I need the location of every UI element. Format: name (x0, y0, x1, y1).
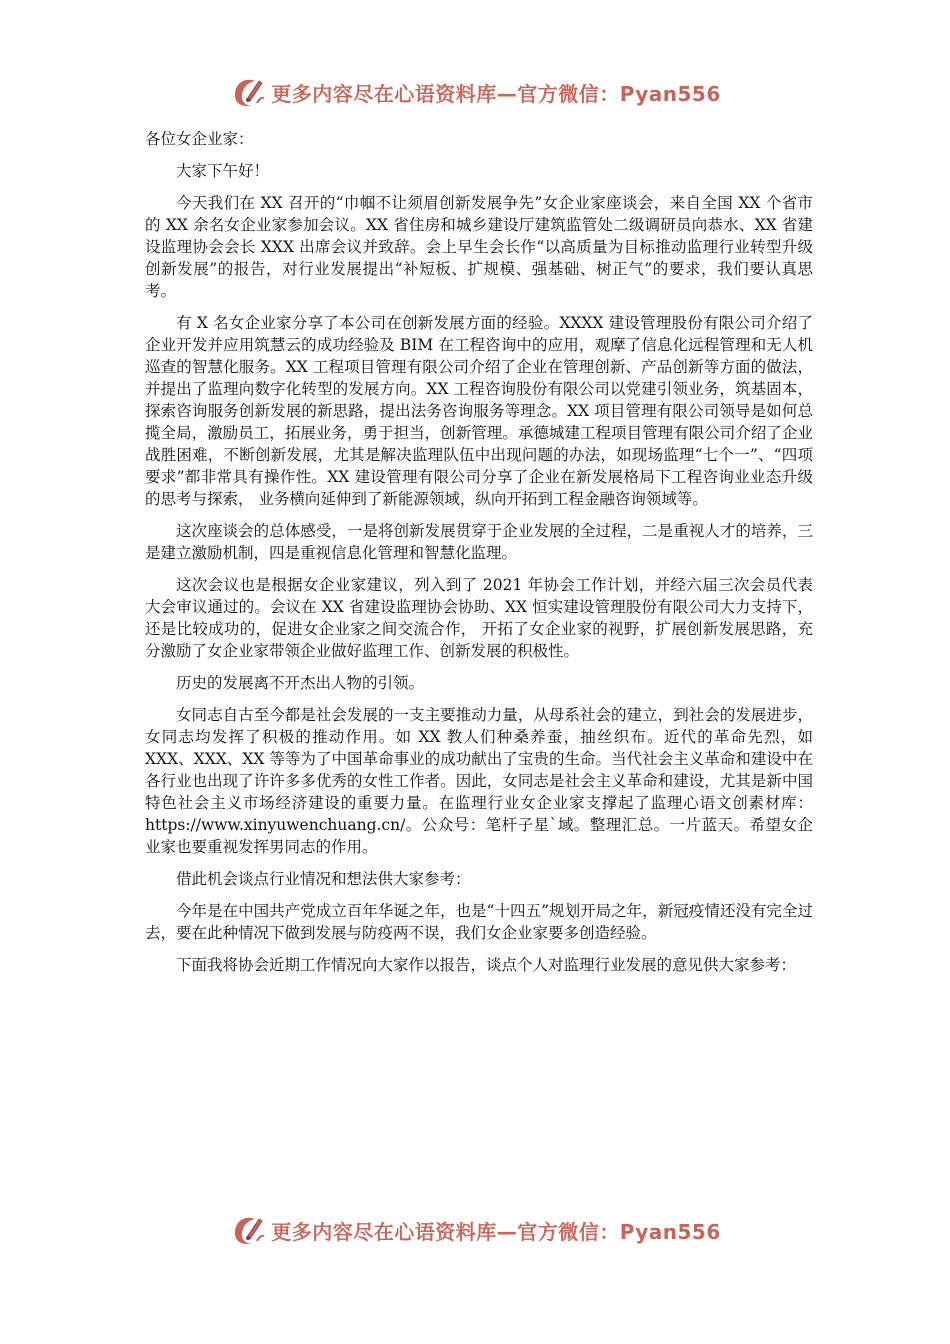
banner-text: 更多内容尽在心语资料库—官方微信：Pyan556 (271, 81, 721, 106)
paragraph: 下面我将协会近期工作情况向大家作以报告，谈点个人对监理行业发展的意见供大家参考： (176, 956, 797, 974)
paragraph: 这次会议也是根据女企业家建议，列入到了 2021 年协会工作计划，并经六届三次会员代表大会审议通过的。会议在 XX 省建设监理协会协助、XX 恒实建设管理股份有限公司大力支持下，还是比较成功的，促进女企业家之间交流合作， 开拓了女企业家的视野，扩展创新发展思路，充分激励了女企业家带领企业做好监理工作、创新发展的积极性。 (145, 576, 813, 660)
paragraph: 今年是在中国共产党成立百年华诞之年，也是“十四五”规划开局之年，新冠疫情还没有完全过去，要在此种情况下做到发展与防疫两不误，我们女企业家要多创造经验。 (145, 902, 813, 942)
paragraph: 历史的发展离不开杰出人物的引领。 (176, 674, 425, 692)
salutation: 各位女企业家： (145, 130, 254, 148)
paragraph: 今天我们在 XX 召开的“巾帼不让须眉创新发展争先”女企业家座谈会，来自全国 XX 个省市的 XX 余名女企业家参加会议。XX 省住房和城乡建设厅建筑监管处二级调研员向恭水、XX 省建设监理协会会长 XXX 出席会议并致辞。会上早生会长作“以高质量为目标推动监理行业转型升级创新发展”的报告，对行业发展提出“补短板、扩规模、强基础、树正气”的要求，我们要认真思考。 (145, 194, 813, 300)
paragraph: 女同志自古至今都是社会发展的一支主要推动力量，从母系社会的建立，到社会的发展进步，女同志均发挥了积极的推动作用。如 XX 教人们种桑养蚕，抽丝织布。近代的革命先烈，如 XXX、XXX、XX 等等为了中国革命事业的成功献出了宝贵的生命。当代社会主义革命和建设中在各行业也出现了许许多多优秀的女性工作者。因此，女同志是社会主义革命和建设，尤其是新中国特色社会主义市场经济建设的重要力量。在监理行业女企业家支撑起了监理心语文创素‍材库：https://www.xinyuwenchuang.cn/。公众号：笔杆子星`域。整理汇总。一片蓝天。希望女企业家也要重视发挥男同志的作用。 (145, 706, 813, 856)
paragraph: 借此机会谈点行业情况和想法供大家参考： (176, 870, 471, 888)
paragraph: 有 X 名女企业家分享了本公司在创新发展方面的经验。XXXX 建设管理股份有限公司介绍了企业开发并应用筑慧云的成功经验及 BIM 在工程咨询中的应用，观摩了信息化远程管理和无人机巡查的智慧化服务。XX 工程项目管理有限公司介绍了企业在管理创新、产品创新等方面的做法，并提出了监理向数字化转型的发展方向。XX 工程咨询股份有限公司以党建引领业务，筑基固本，探索咨询服务创新发展的新思路，提出法务咨询服务等理念。XX 项目管理有限公司领导是如何总揽全局，激励员工，拓展业务，勇于担当，创新管理。承德城建工程项目管理有限公司介绍了企业战胜困难，不断创新发展，尤其是解决监理队伍中出现问题的办法，如现场监理“七个一”、“四项要求”都非常具有操作性。XX 建设管理有限公司分享了企业在新发展格局下工程咨询业业态升级的思考与探索， 业务横向延伸到了新能源领域，纵向开拓到工程金融咨询领域等。 (145, 314, 813, 508)
pen-logo-icon (229, 1211, 267, 1249)
banner-text: 更多内容尽在心语资料库—官方微信：Pyan556 (271, 1219, 721, 1244)
document-body (145, 128, 813, 986)
pen-logo-icon (229, 73, 267, 111)
paragraph: 大家下午好！ (176, 162, 270, 180)
header-banner (0, 70, 950, 114)
footer-banner (0, 1208, 950, 1252)
paragraph: 这次座谈会的总体感受，一是将创新发展贯穿于企业发展的全过程，二是重视人才的培养，三是建立激励机制，四是重视信息化管理和智慧化监理。 (145, 522, 813, 562)
